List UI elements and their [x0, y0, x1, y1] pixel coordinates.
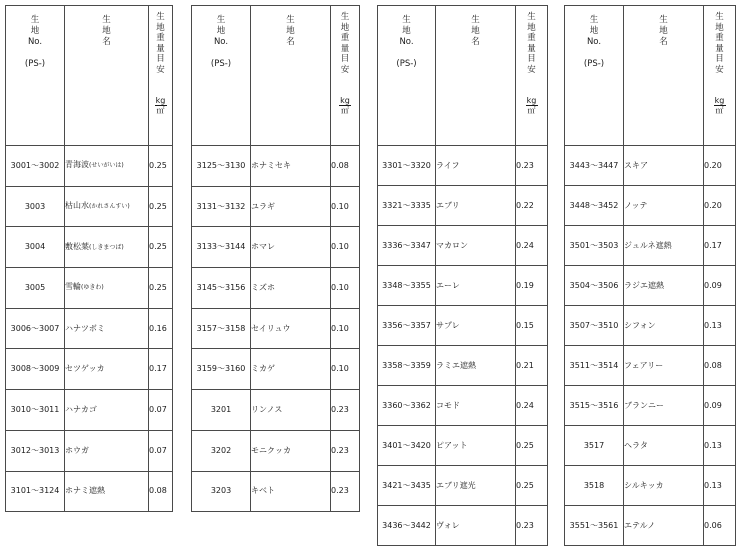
fabric-name-cell: [436, 226, 516, 266]
fabric-name-cell: [251, 308, 331, 349]
fabric-name-cell: [65, 349, 149, 390]
fabric-name: ノッテ: [624, 200, 648, 210]
fabric-name: ジュルネ遮熱: [624, 240, 672, 250]
fabric-weight: 0.23: [516, 506, 548, 546]
header-name: 生地名: [436, 6, 516, 146]
fabric-name: シフォン: [624, 320, 656, 330]
table-row: [192, 308, 360, 349]
fabric-name: ラジエ遮熱: [624, 280, 664, 290]
table-row: [6, 308, 173, 349]
fabric-weight: 0.07: [149, 430, 173, 471]
fabric-weight: 0.23: [331, 471, 360, 512]
fabric-name: 雪輪: [65, 282, 81, 292]
fabric-code: 3436～3442: [378, 506, 436, 546]
fabric-name-cell: [251, 471, 331, 512]
fabric-name-cell: [624, 186, 704, 226]
fabric-name-cell: [251, 227, 331, 268]
fabric-code: 3004: [6, 227, 65, 268]
fabric-name-cell: [65, 227, 149, 268]
fabric-name: マカロン: [436, 240, 468, 250]
fabric-name-cell: [624, 506, 704, 546]
fabric-name: ミズホ: [251, 282, 275, 292]
fabric-name: スキア: [624, 160, 648, 170]
fabric-name-cell: [436, 146, 516, 186]
fabric-name: ブランニー: [624, 400, 664, 410]
fabric-weight: 0.23: [516, 146, 548, 186]
table-row: [192, 227, 360, 268]
table-row: [6, 186, 173, 227]
fabric-code: 3131～3132: [192, 186, 251, 227]
fabric-name-cell: [65, 430, 149, 471]
unit-label: kg ㎡: [526, 96, 537, 115]
fabric-code: 3421～3435: [378, 466, 436, 506]
fabric-reading: (しきまつば): [89, 243, 124, 251]
fabric-reading: (せいがいは): [89, 162, 124, 170]
table-header: [6, 6, 173, 146]
table-row: [378, 386, 548, 426]
table-row: [565, 226, 736, 266]
header-name: 生地名: [65, 6, 149, 146]
fabric-code: 3515～3516: [565, 386, 624, 426]
fabric-name-cell: [436, 426, 516, 466]
unit-label: kg ㎡: [155, 96, 166, 115]
fabric-code: 3145～3156: [192, 268, 251, 309]
table-row: [378, 346, 548, 386]
fabric-weight: 0.10: [331, 349, 360, 390]
fabric-weight: 0.25: [516, 466, 548, 506]
fabric-weight: 0.20: [704, 186, 736, 226]
table-row: [6, 227, 173, 268]
table-body: [6, 146, 173, 512]
table-row: [565, 266, 736, 306]
fabric-weight: 0.22: [516, 186, 548, 226]
fabric-name: ユラギ: [251, 201, 275, 211]
table-row: [565, 506, 736, 546]
table-row: [192, 268, 360, 309]
table-row: [6, 146, 173, 187]
table-row: [378, 146, 548, 186]
fabric-code: 3133～3144: [192, 227, 251, 268]
header-weight: 生地重量目安 kg ㎡: [331, 6, 360, 146]
fabric-code: 3443～3447: [565, 146, 624, 186]
fabric-code: 3348～3355: [378, 266, 436, 306]
fabric-code: 3157～3158: [192, 308, 251, 349]
fabric-code: 3360～3362: [378, 386, 436, 426]
fabric-weight: 0.07: [149, 390, 173, 431]
fabric-weight: 0.10: [331, 268, 360, 309]
fabric-name: キベト: [251, 486, 275, 496]
fabric-name: ラミエ遮熱: [436, 360, 476, 370]
fabric-name-cell: [251, 430, 331, 471]
table-body: [565, 146, 736, 546]
fabric-weight: 0.23: [331, 390, 360, 431]
fabric-name: コモド: [436, 400, 460, 410]
table-row: [6, 349, 173, 390]
fabric-name: ピアット: [436, 440, 468, 450]
fabric-weight: 0.06: [704, 506, 736, 546]
fabric-name-cell: [624, 386, 704, 426]
fabric-name: ホナミセキ: [251, 160, 291, 170]
fabric-code: 3202: [192, 430, 251, 471]
fabric-table-2: [191, 5, 360, 512]
table-row: [192, 430, 360, 471]
fabric-name: エブリ遮光: [436, 480, 476, 490]
table-row: [6, 430, 173, 471]
fabric-name: セイリュウ: [251, 323, 291, 333]
fabric-code: 3321～3335: [378, 186, 436, 226]
fabric-name-cell: [624, 466, 704, 506]
fabric-name: ヘラタ: [624, 440, 648, 450]
fabric-code: 3551～3561: [565, 506, 624, 546]
table-row: [565, 426, 736, 466]
fabric-code: 3511～3514: [565, 346, 624, 386]
table-row: [378, 266, 548, 306]
table-row: [192, 146, 360, 187]
fabric-name: サプレ: [436, 320, 460, 330]
fabric-name: ホウガ: [65, 445, 89, 455]
fabric-name-cell: [436, 186, 516, 226]
fabric-name-cell: [251, 349, 331, 390]
fabric-code: 3010～3011: [6, 390, 65, 431]
table-row: [565, 146, 736, 186]
fabric-name-cell: [65, 186, 149, 227]
fabric-code: 3501～3503: [565, 226, 624, 266]
table-body: [192, 146, 360, 512]
table-header: [565, 6, 736, 146]
fabric-weight: 0.13: [704, 306, 736, 346]
fabric-name-cell: [65, 390, 149, 431]
fabric-code: 3001～3002: [6, 146, 65, 187]
fabric-name: ハナカゴ: [65, 404, 97, 414]
fabric-code: 3356～3357: [378, 306, 436, 346]
table-row: [6, 471, 173, 512]
fabric-code: 3006～3007: [6, 308, 65, 349]
table-body: [378, 146, 548, 546]
fabric-weight: 0.08: [331, 146, 360, 187]
fabric-weight: 0.10: [331, 186, 360, 227]
fabric-weight: 0.08: [704, 346, 736, 386]
fabric-name: ミカゲ: [251, 364, 275, 374]
fabric-name-cell: [65, 471, 149, 512]
fabric-code: 3008～3009: [6, 349, 65, 390]
fabric-code: 3517: [565, 426, 624, 466]
fabric-weight: 0.09: [704, 386, 736, 426]
fabric-weight: 0.23: [331, 430, 360, 471]
fabric-weight: 0.17: [704, 226, 736, 266]
header-code: 生 地 No. (PS-): [192, 6, 251, 146]
fabric-name: モニクッカ: [251, 445, 291, 455]
fabric-weight: 0.16: [149, 308, 173, 349]
fabric-name: ホナミ遮熱: [65, 486, 105, 496]
header-weight: 生地重量目安 kg ㎡: [704, 6, 736, 146]
header-weight: 生地重量目安 kg ㎡: [149, 6, 173, 146]
fabric-name-cell: [624, 346, 704, 386]
fabric-reading: (ゆきわ): [81, 284, 104, 292]
header-name: 生地名: [251, 6, 331, 146]
table-row: [378, 186, 548, 226]
fabric-name: ヴォレ: [436, 520, 460, 530]
fabric-weight: 0.08: [149, 471, 173, 512]
fabric-name-cell: [436, 266, 516, 306]
fabric-name-cell: [436, 466, 516, 506]
fabric-name-cell: [624, 266, 704, 306]
fabric-name-cell: [436, 346, 516, 386]
table-row: [565, 346, 736, 386]
fabric-code: 3336～3347: [378, 226, 436, 266]
table-row: [378, 466, 548, 506]
fabric-name: フェアリー: [624, 360, 664, 370]
fabric-weight: 0.25: [516, 426, 548, 466]
header-code: 生 地 No. (PS-): [565, 6, 624, 146]
fabric-name: ホマレ: [251, 242, 275, 252]
header-code: 生 地 No. (PS-): [378, 6, 436, 146]
table-row: [6, 268, 173, 309]
fabric-weight: 0.25: [149, 146, 173, 187]
fabric-name-cell: [624, 426, 704, 466]
fabric-reading: (かれさんすい): [89, 203, 130, 211]
fabric-weight: 0.13: [704, 426, 736, 466]
table-row: [565, 186, 736, 226]
fabric-name: 枯山水: [65, 201, 89, 211]
fabric-name-cell: [251, 146, 331, 187]
fabric-weight: 0.17: [149, 349, 173, 390]
fabric-name: シルキッカ: [624, 480, 664, 490]
table-row: [378, 506, 548, 546]
fabric-name-cell: [436, 506, 516, 546]
fabric-code: 3301～3320: [378, 146, 436, 186]
fabric-table-3: [377, 5, 548, 546]
fabric-code: 3012～3013: [6, 430, 65, 471]
fabric-code: 3159～3160: [192, 349, 251, 390]
fabric-weight: 0.25: [149, 186, 173, 227]
unit-label: kg ㎡: [714, 96, 725, 115]
table-row: [565, 306, 736, 346]
fabric-name-cell: [251, 268, 331, 309]
fabric-weight: 0.20: [704, 146, 736, 186]
fabric-code: 3448～3452: [565, 186, 624, 226]
fabric-weight: 0.10: [331, 308, 360, 349]
table-row: [378, 226, 548, 266]
fabric-code: 3504～3506: [565, 266, 624, 306]
fabric-weight: 0.25: [149, 268, 173, 309]
table-row: [192, 349, 360, 390]
fabric-code: 3101～3124: [6, 471, 65, 512]
table-row: [378, 306, 548, 346]
fabric-weight: 0.10: [331, 227, 360, 268]
fabric-name-cell: [65, 308, 149, 349]
fabric-name: セツゲッカ: [65, 364, 105, 374]
header-code: 生 地 No. (PS-): [6, 6, 65, 146]
fabric-code: 3518: [565, 466, 624, 506]
header-name: 生地名: [624, 6, 704, 146]
table-header: [378, 6, 548, 146]
fabric-name-cell: [436, 386, 516, 426]
fabric-weight: 0.13: [704, 466, 736, 506]
fabric-table-1: [5, 5, 173, 512]
fabric-name: ライフ: [436, 160, 460, 170]
fabric-weight: 0.09: [704, 266, 736, 306]
table-header: [192, 6, 360, 146]
table-row: [192, 471, 360, 512]
table-row: [378, 426, 548, 466]
fabric-name: 青海波: [65, 160, 89, 170]
fabric-name: エテルノ: [624, 520, 656, 530]
header-weight: 生地重量目安 kg ㎡: [516, 6, 548, 146]
fabric-name-cell: [65, 268, 149, 309]
fabric-name-cell: [624, 306, 704, 346]
fabric-name: ハナツボミ: [65, 323, 105, 333]
fabric-code: 3125～3130: [192, 146, 251, 187]
fabric-name-cell: [624, 226, 704, 266]
fabric-code: 3203: [192, 471, 251, 512]
table-row: [565, 466, 736, 506]
fabric-name-cell: [65, 146, 149, 187]
fabric-weight: 0.25: [149, 227, 173, 268]
fabric-name-cell: [251, 390, 331, 431]
fabric-code: 3507～3510: [565, 306, 624, 346]
fabric-code: 3003: [6, 186, 65, 227]
fabric-code: 3005: [6, 268, 65, 309]
fabric-code: 3401～3420: [378, 426, 436, 466]
table-row: [192, 186, 360, 227]
fabric-name: エブリ: [436, 200, 460, 210]
table-row: [6, 390, 173, 431]
fabric-weight: 0.15: [516, 306, 548, 346]
fabric-weight: 0.21: [516, 346, 548, 386]
fabric-code: 3358～3359: [378, 346, 436, 386]
unit-label: kg ㎡: [340, 96, 350, 115]
fabric-name-cell: [436, 306, 516, 346]
fabric-weight: 0.24: [516, 226, 548, 266]
fabric-name: 敷松葉: [65, 241, 89, 251]
fabric-weight: 0.19: [516, 266, 548, 306]
fabric-name-cell: [624, 146, 704, 186]
fabric-name: エーレ: [436, 280, 460, 290]
table-row: [192, 390, 360, 431]
fabric-code: 3201: [192, 390, 251, 431]
table-row: [565, 386, 736, 426]
fabric-name: リンノス: [251, 404, 283, 414]
fabric-weight: 0.24: [516, 386, 548, 426]
fabric-name-cell: [251, 186, 331, 227]
fabric-table-4: [564, 5, 736, 546]
